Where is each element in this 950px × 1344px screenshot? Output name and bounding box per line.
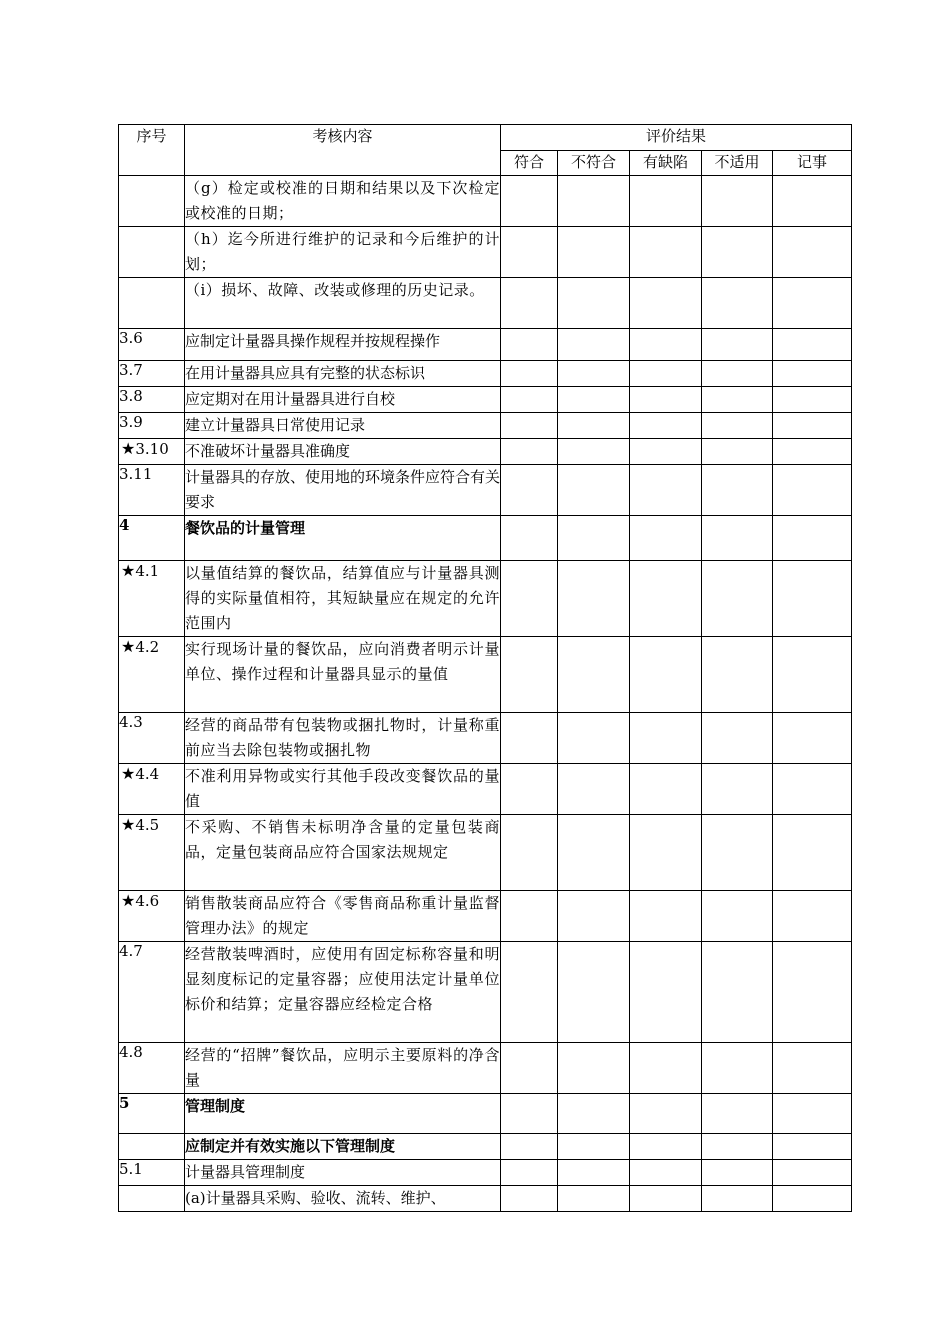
cell-na: [702, 942, 773, 1043]
cell-defect: [630, 1134, 702, 1160]
row-content: 管理制度: [185, 1094, 501, 1134]
cell-na: [702, 1160, 773, 1186]
cell-notes: [773, 764, 852, 815]
cell-defect: [630, 1186, 702, 1212]
row-content: （h）迄今所进行维护的记录和今后维护的计划；: [185, 227, 501, 278]
cell-conform: [501, 764, 558, 815]
row-number: [119, 387, 185, 413]
row-content: 应制定并有效实施以下管理制度: [185, 1134, 501, 1160]
star-icon: ★: [121, 637, 136, 656]
row-number-text: 3.10: [135, 440, 169, 458]
cell-nonconform: [558, 764, 630, 815]
cell-notes: [773, 942, 852, 1043]
header-seq: 序号: [119, 125, 185, 176]
row-number: [119, 278, 185, 329]
table-row: [119, 637, 852, 713]
row-content: 计量器具的存放、使用地的环境条件应符合有关要求: [185, 465, 501, 516]
table-row: [119, 764, 852, 815]
star-icon: ★: [121, 439, 136, 458]
cell-nonconform: [558, 1134, 630, 1160]
cell-na: [702, 891, 773, 942]
cell-defect: [630, 764, 702, 815]
table-row: [119, 176, 852, 227]
table-row: [119, 227, 852, 278]
cell-na: [702, 278, 773, 329]
cell-conform: [501, 637, 558, 713]
cell-conform: [501, 1094, 558, 1134]
cell-conform: [501, 713, 558, 764]
cell-nonconform: [558, 942, 630, 1043]
cell-na: [702, 637, 773, 713]
cell-nonconform: [558, 891, 630, 942]
row-number-text: 4: [119, 516, 130, 534]
header-col-na: 不适用: [702, 151, 773, 176]
row-number-text: 4.1: [135, 562, 160, 580]
row-number: [119, 713, 185, 764]
row-content: （g）检定或校准的日期和结果以及下次检定或校准的日期；: [185, 176, 501, 227]
cell-conform: [501, 561, 558, 637]
cell-conform: [501, 227, 558, 278]
row-number: [119, 329, 185, 361]
row-content: 餐饮品的计量管理: [185, 516, 501, 561]
row-number-text: 4.8: [119, 1043, 143, 1061]
row-number-text: 3.8: [119, 387, 143, 405]
cell-defect: [630, 713, 702, 764]
row-number: [119, 891, 185, 942]
row-number: [119, 1160, 185, 1186]
header-col-notes: 记事: [773, 151, 852, 176]
cell-na: [702, 329, 773, 361]
star-icon: ★: [121, 891, 136, 910]
cell-defect: [630, 278, 702, 329]
cell-defect: [630, 561, 702, 637]
cell-notes: [773, 713, 852, 764]
row-number-text: 3.9: [119, 413, 143, 431]
cell-nonconform: [558, 387, 630, 413]
row-content: 实行现场计量的餐饮品，应向消费者明示计量单位、操作过程和计量器具显示的量值: [185, 637, 501, 713]
row-content: 销售散装商品应符合《零售商品称重计量监督管理办法》的规定: [185, 891, 501, 942]
table-row: [119, 713, 852, 764]
table-row: [119, 1186, 852, 1212]
row-number-text: 4.6: [135, 892, 160, 910]
cell-na: [702, 1043, 773, 1094]
cell-notes: [773, 637, 852, 713]
cell-conform: [501, 361, 558, 387]
cell-defect: [630, 361, 702, 387]
cell-notes: [773, 413, 852, 439]
row-number-text: 5: [119, 1094, 130, 1112]
row-number-text: 4.7: [119, 942, 143, 960]
cell-na: [702, 361, 773, 387]
cell-conform: [501, 413, 558, 439]
cell-na: [702, 227, 773, 278]
row-number: [119, 465, 185, 516]
cell-nonconform: [558, 815, 630, 891]
cell-notes: [773, 1186, 852, 1212]
header-col-conform: 符合: [501, 151, 558, 176]
cell-nonconform: [558, 361, 630, 387]
cell-notes: [773, 329, 852, 361]
row-number: [119, 942, 185, 1043]
cell-notes: [773, 278, 852, 329]
cell-defect: [630, 891, 702, 942]
cell-na: [702, 413, 773, 439]
row-content: 计量器具管理制度: [185, 1160, 501, 1186]
cell-defect: [630, 176, 702, 227]
table-row: [119, 1160, 852, 1186]
cell-notes: [773, 176, 852, 227]
row-content: (a)计量器具采购、验收、流转、维护、: [185, 1186, 501, 1212]
cell-defect: [630, 465, 702, 516]
row-content: 经营的商品带有包装物或捆扎物时，计量称重前应当去除包装物或捆扎物: [185, 713, 501, 764]
row-number-text: 4.3: [119, 713, 143, 731]
cell-na: [702, 465, 773, 516]
cell-nonconform: [558, 465, 630, 516]
cell-notes: [773, 439, 852, 465]
cell-nonconform: [558, 561, 630, 637]
row-number: [119, 227, 185, 278]
cell-notes: [773, 516, 852, 561]
cell-nonconform: [558, 637, 630, 713]
row-content: 不采购、不销售未标明净含量的定量包装商品，定量包装商品应符合国家法规规定: [185, 815, 501, 891]
table-row: [119, 891, 852, 942]
cell-notes: [773, 361, 852, 387]
row-content: （i）损坏、故障、改装或修理的历史记录。: [185, 278, 501, 329]
table-row: [119, 329, 852, 361]
table-row: [119, 942, 852, 1043]
row-number: [119, 1134, 185, 1160]
cell-nonconform: [558, 1043, 630, 1094]
row-number: [119, 413, 185, 439]
cell-notes: [773, 1160, 852, 1186]
cell-notes: [773, 561, 852, 637]
table-row: [119, 516, 852, 561]
cell-defect: [630, 637, 702, 713]
table-row: [119, 1043, 852, 1094]
row-number-text: 4.4: [135, 765, 160, 783]
cell-nonconform: [558, 516, 630, 561]
cell-notes: [773, 891, 852, 942]
cell-nonconform: [558, 278, 630, 329]
row-content: 应定期对在用计量器具进行自校: [185, 387, 501, 413]
cell-defect: [630, 387, 702, 413]
cell-conform: [501, 942, 558, 1043]
assessment-table: [118, 124, 852, 1212]
cell-notes: [773, 387, 852, 413]
cell-conform: [501, 815, 558, 891]
row-content: 以量值结算的餐饮品，结算值应与计量器具测得的实际量值相符，其短缺量应在规定的允许范围内: [185, 561, 501, 637]
row-number-text: 4.2: [135, 638, 160, 656]
cell-defect: [630, 1094, 702, 1134]
row-number-text: 4.5: [135, 816, 160, 834]
cell-nonconform: [558, 413, 630, 439]
cell-notes: [773, 815, 852, 891]
header-col-nonconform: 不符合: [558, 151, 630, 176]
cell-defect: [630, 516, 702, 561]
row-number: [119, 764, 185, 815]
cell-conform: [501, 1160, 558, 1186]
cell-conform: [501, 387, 558, 413]
table-row: [119, 1134, 852, 1160]
table-row: [119, 439, 852, 465]
cell-conform: [501, 329, 558, 361]
row-content: 不准利用异物或实行其他手段改变餐饮品的量值: [185, 764, 501, 815]
row-number-text: 3.11: [119, 465, 153, 483]
table-row: [119, 1094, 852, 1134]
cell-notes: [773, 227, 852, 278]
cell-conform: [501, 278, 558, 329]
row-number: [119, 516, 185, 561]
cell-defect: [630, 329, 702, 361]
cell-notes: [773, 1043, 852, 1094]
row-number: [119, 561, 185, 637]
cell-defect: [630, 439, 702, 465]
cell-defect: [630, 413, 702, 439]
row-number: [119, 1043, 185, 1094]
table-row: [119, 413, 852, 439]
cell-defect: [630, 942, 702, 1043]
row-number: [119, 815, 185, 891]
cell-nonconform: [558, 176, 630, 227]
row-number: [119, 361, 185, 387]
table-row: [119, 387, 852, 413]
cell-conform: [501, 1134, 558, 1160]
cell-na: [702, 713, 773, 764]
cell-na: [702, 1134, 773, 1160]
cell-na: [702, 815, 773, 891]
star-icon: ★: [121, 815, 136, 834]
row-content: 经营的“招牌”餐饮品，应明示主要原料的净含量: [185, 1043, 501, 1094]
row-number: [119, 1186, 185, 1212]
cell-na: [702, 387, 773, 413]
cell-nonconform: [558, 1160, 630, 1186]
cell-conform: [501, 465, 558, 516]
table-row: [119, 278, 852, 329]
cell-na: [702, 1094, 773, 1134]
cell-conform: [501, 891, 558, 942]
cell-nonconform: [558, 439, 630, 465]
cell-defect: [630, 1160, 702, 1186]
table-row: [119, 561, 852, 637]
cell-nonconform: [558, 227, 630, 278]
cell-nonconform: [558, 1186, 630, 1212]
cell-notes: [773, 465, 852, 516]
star-icon: ★: [121, 561, 136, 580]
cell-conform: [501, 516, 558, 561]
cell-conform: [501, 439, 558, 465]
row-content: 应制定计量器具操作规程并按规程操作: [185, 329, 501, 361]
row-number: [119, 439, 185, 465]
cell-defect: [630, 227, 702, 278]
row-content: 在用计量器具应具有完整的状态标识: [185, 361, 501, 387]
cell-conform: [501, 1186, 558, 1212]
header-content: 考核内容: [185, 125, 501, 176]
cell-na: [702, 176, 773, 227]
cell-na: [702, 764, 773, 815]
table-body: [119, 176, 852, 1212]
header-result-group: 评价结果: [501, 125, 852, 151]
table-row: [119, 361, 852, 387]
row-number-text: 5.1: [119, 1160, 143, 1178]
cell-conform: [501, 176, 558, 227]
star-icon: ★: [121, 764, 136, 783]
table-row: [119, 815, 852, 891]
cell-nonconform: [558, 1094, 630, 1134]
row-number: [119, 637, 185, 713]
cell-na: [702, 561, 773, 637]
row-content: 不准破坏计量器具准确度: [185, 439, 501, 465]
row-number-text: 3.6: [119, 329, 143, 347]
row-number-text: 3.7: [119, 361, 143, 379]
cell-na: [702, 1186, 773, 1212]
row-number: [119, 176, 185, 227]
cell-nonconform: [558, 329, 630, 361]
cell-notes: [773, 1094, 852, 1134]
row-content: 经营散装啤酒时，应使用有固定标称容量和明显刻度标记的定量容器；应使用法定计量单位标价和结算；定量容器应经检定合格: [185, 942, 501, 1043]
cell-conform: [501, 1043, 558, 1094]
cell-na: [702, 439, 773, 465]
cell-nonconform: [558, 713, 630, 764]
cell-notes: [773, 1134, 852, 1160]
row-content: 建立计量器具日常使用记录: [185, 413, 501, 439]
row-number: [119, 1094, 185, 1134]
table-row: [119, 465, 852, 516]
cell-na: [702, 516, 773, 561]
header-col-defect: 有缺陷: [630, 151, 702, 176]
cell-defect: [630, 815, 702, 891]
cell-defect: [630, 1043, 702, 1094]
